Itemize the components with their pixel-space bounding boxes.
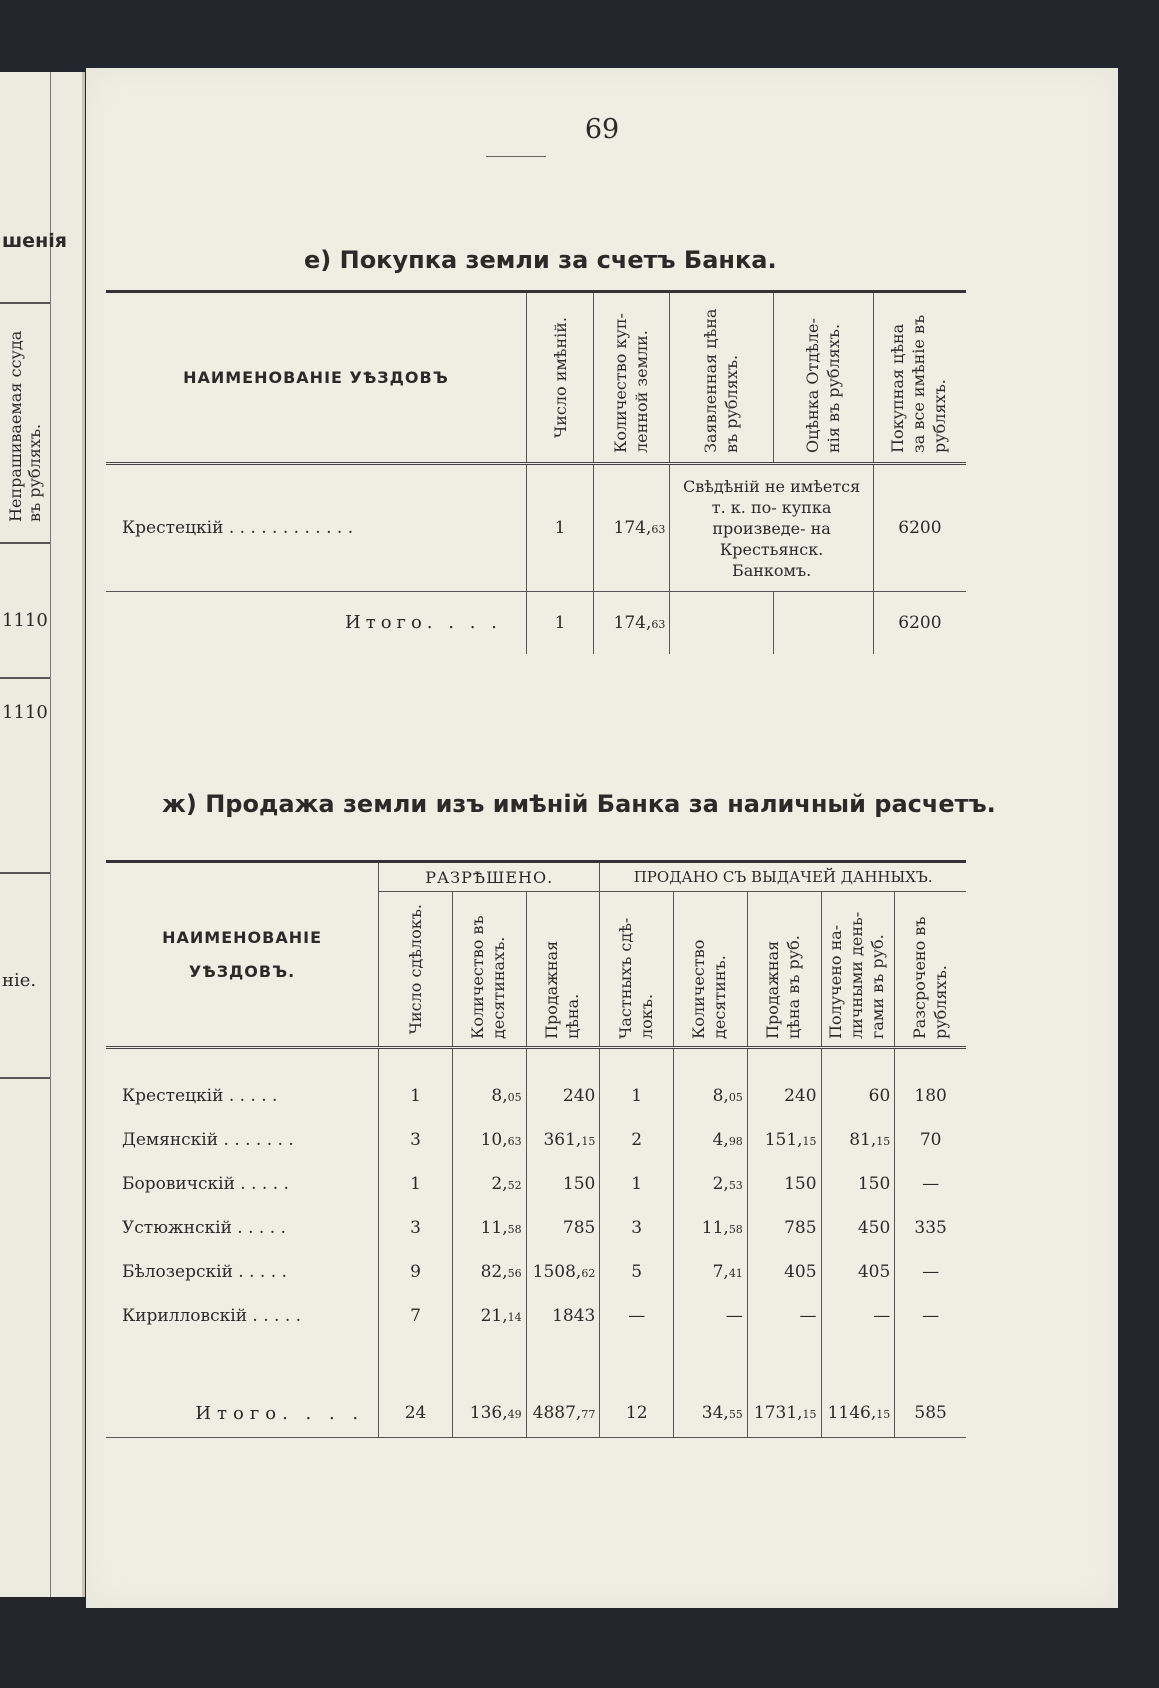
installments: 70 — [895, 1118, 966, 1162]
district-name: Устюжнскій . . . . . — [122, 1217, 286, 1238]
desyatinas-sold: 8,05 — [674, 1074, 748, 1118]
page-number: 69 — [584, 114, 620, 145]
total-row — [106, 592, 966, 654]
col-desyatinas-sold: Количество десятинъ. — [674, 892, 748, 1048]
total-estimate — [774, 592, 874, 654]
prev-page-val1: 1110 — [2, 610, 48, 631]
private-deals: 3 — [600, 1206, 674, 1250]
total-c4: 12 — [600, 1390, 674, 1438]
col-deals: Число сдѣлокъ. — [379, 892, 453, 1048]
col-district: НАИМЕНОВАНІЕ УѢЗДОВЪ — [183, 368, 449, 387]
sale-price-rub: 785 — [747, 1206, 821, 1250]
purchase-header-row — [106, 292, 966, 464]
district-name: Боровичскій . . . . . — [122, 1173, 289, 1194]
col-installments: Разсрочено въ рубляхъ. — [895, 892, 966, 1048]
table-row — [106, 1118, 966, 1162]
total-count: 1 — [526, 592, 593, 654]
spacer-row — [106, 1048, 966, 1074]
prev-page-rule — [50, 72, 51, 1597]
installments: — — [895, 1294, 966, 1338]
prev-rule-1 — [0, 302, 50, 304]
district-name: Бѣлозерскій . . . . . — [122, 1261, 287, 1282]
cash-received: 81,15 — [821, 1118, 895, 1162]
desyatinas: 10,63 — [452, 1118, 526, 1162]
total-c3: 4887,77 — [526, 1390, 600, 1438]
total-c8: 585 — [895, 1390, 966, 1438]
prev-rule-3 — [0, 677, 50, 679]
installments: — — [895, 1250, 966, 1294]
sale-price-rub: 151,15 — [747, 1118, 821, 1162]
desyatinas-sold: 2,53 — [674, 1162, 748, 1206]
prev-rule-4 — [0, 872, 50, 874]
desyatinas-sold: — — [674, 1294, 748, 1338]
total-label: Итого. . . . — [345, 612, 502, 634]
private-deals: 5 — [600, 1250, 674, 1294]
col-sale-price-rub: Продажная цѣна въ руб. — [747, 892, 821, 1048]
land-qty: 174,63 — [594, 464, 670, 592]
installments: — — [895, 1162, 966, 1206]
no-data-note: Свѣдѣній не имѣется т. к. по- купка произведе- на Крестьянск. Банкомъ. — [670, 464, 873, 592]
total-purchase: 6200 — [873, 592, 966, 654]
desyatinas: 82,56 — [452, 1250, 526, 1294]
col-district: НАИМЕНОВАНІЕ УѢЗДОВЪ. — [106, 862, 379, 1048]
document-page — [86, 68, 1118, 1608]
sale-price: 1843 — [526, 1294, 600, 1338]
desyatinas-sold: 4,98 — [674, 1118, 748, 1162]
prev-page-word: шенія — [2, 230, 67, 252]
total-c5: 34,55 — [674, 1390, 748, 1438]
sale-table — [106, 860, 966, 1438]
deals-count: 3 — [379, 1118, 453, 1162]
district-name: Кирилловскій . . . . . — [122, 1305, 302, 1326]
cash-received: 450 — [821, 1206, 895, 1250]
col-cash-received: Получено на- личными день- гами въ руб. — [821, 892, 895, 1048]
col-sale-price: Продажная цѣна. — [526, 892, 600, 1048]
deals-count: 3 — [379, 1206, 453, 1250]
sale-price-rub: — — [747, 1294, 821, 1338]
desyatinas: 11,58 — [452, 1206, 526, 1250]
desyatinas-sold: 7,41 — [674, 1250, 748, 1294]
sale-price: 361,15 — [526, 1118, 600, 1162]
desyatinas: 8,05 — [452, 1074, 526, 1118]
sale-price: 785 — [526, 1206, 600, 1250]
private-deals: 1 — [600, 1162, 674, 1206]
col-land-qty: Количество куп- ленной земли. — [594, 292, 670, 464]
total-c2: 136,49 — [452, 1390, 526, 1438]
sale-group-header — [106, 862, 966, 892]
sale-price-rub: 240 — [747, 1074, 821, 1118]
previous-page-edge — [0, 72, 85, 1597]
sale-price-rub: 405 — [747, 1250, 821, 1294]
district-name: Крестецкій . . . . . — [122, 1085, 278, 1106]
prev-page-header: Непрашиваемая ссуда въ рубляхъ. — [6, 330, 44, 522]
total-c1: 24 — [379, 1390, 453, 1438]
prev-page-word2: ніе. — [2, 970, 37, 991]
col-estimate: Оцѣнка Отдѣле- нія въ рубляхъ. — [774, 292, 874, 464]
purchase-price: 6200 — [873, 464, 966, 592]
group-sold: ПРОДАНО СЪ ВЫДАЧЕЙ ДАННЫХЪ. — [600, 862, 966, 892]
installments: 335 — [895, 1206, 966, 1250]
table-row — [106, 1162, 966, 1206]
estates-count: 1 — [526, 464, 593, 592]
total-c7: 1146,15 — [821, 1390, 895, 1438]
table-row — [106, 464, 966, 592]
page-number-ornament — [486, 156, 546, 157]
spacer-row — [106, 1338, 966, 1390]
table-row — [106, 1206, 966, 1250]
total-qty: 174,63 — [594, 592, 670, 654]
cash-received: 150 — [821, 1162, 895, 1206]
installments: 180 — [895, 1074, 966, 1118]
prev-rule-2 — [0, 542, 50, 544]
private-deals: — — [600, 1294, 674, 1338]
cash-received: — — [821, 1294, 895, 1338]
sale-rows — [106, 1074, 966, 1338]
district-name: Демянскій . . . . . . . — [122, 1129, 294, 1150]
table-row — [106, 1074, 966, 1118]
section-e-title: е) Покупка земли за счетъ Банка. — [304, 246, 777, 274]
prev-page-val2: 1110 — [2, 702, 48, 723]
sale-price: 150 — [526, 1162, 600, 1206]
deals-count: 9 — [379, 1250, 453, 1294]
sale-price: 1508,62 — [526, 1250, 600, 1294]
table-row — [106, 1250, 966, 1294]
group-allowed: РАЗРѢШЕНО. — [379, 862, 600, 892]
total-label: Итого. . . . — [195, 1402, 365, 1424]
deals-count: 1 — [379, 1074, 453, 1118]
deals-count: 7 — [379, 1294, 453, 1338]
purchase-table — [106, 290, 966, 654]
district-name: Крестецкій . . . . . . . . . . . . — [122, 518, 354, 538]
section-zh-title: ж) Продажа земли изъ имѣній Банка за наличный расчетъ. — [162, 790, 996, 818]
desyatinas: 2,52 — [452, 1162, 526, 1206]
col-desyatinas: Количество въ десятинахъ. — [452, 892, 526, 1048]
total-row — [106, 1390, 966, 1438]
col-private-deals: Частныхъ сдѣ- локъ. — [600, 892, 674, 1048]
col-estates-count: Число имѣній. — [526, 292, 593, 464]
total-declared — [670, 592, 774, 654]
deals-count: 1 — [379, 1162, 453, 1206]
desyatinas: 21,14 — [452, 1294, 526, 1338]
private-deals: 1 — [600, 1074, 674, 1118]
total-c6: 1731,15 — [747, 1390, 821, 1438]
cash-received: 60 — [821, 1074, 895, 1118]
prev-rule-5 — [0, 1077, 50, 1079]
cash-received: 405 — [821, 1250, 895, 1294]
col-purchase-price: Покупная цѣна за все имѣніе въ рубляхъ. — [873, 292, 966, 464]
desyatinas-sold: 11,58 — [674, 1206, 748, 1250]
sale-price: 240 — [526, 1074, 600, 1118]
private-deals: 2 — [600, 1118, 674, 1162]
col-declared-price: Заявленная цѣна въ рубляхъ. — [670, 292, 774, 464]
table-row — [106, 1294, 966, 1338]
sale-price-rub: 150 — [747, 1162, 821, 1206]
